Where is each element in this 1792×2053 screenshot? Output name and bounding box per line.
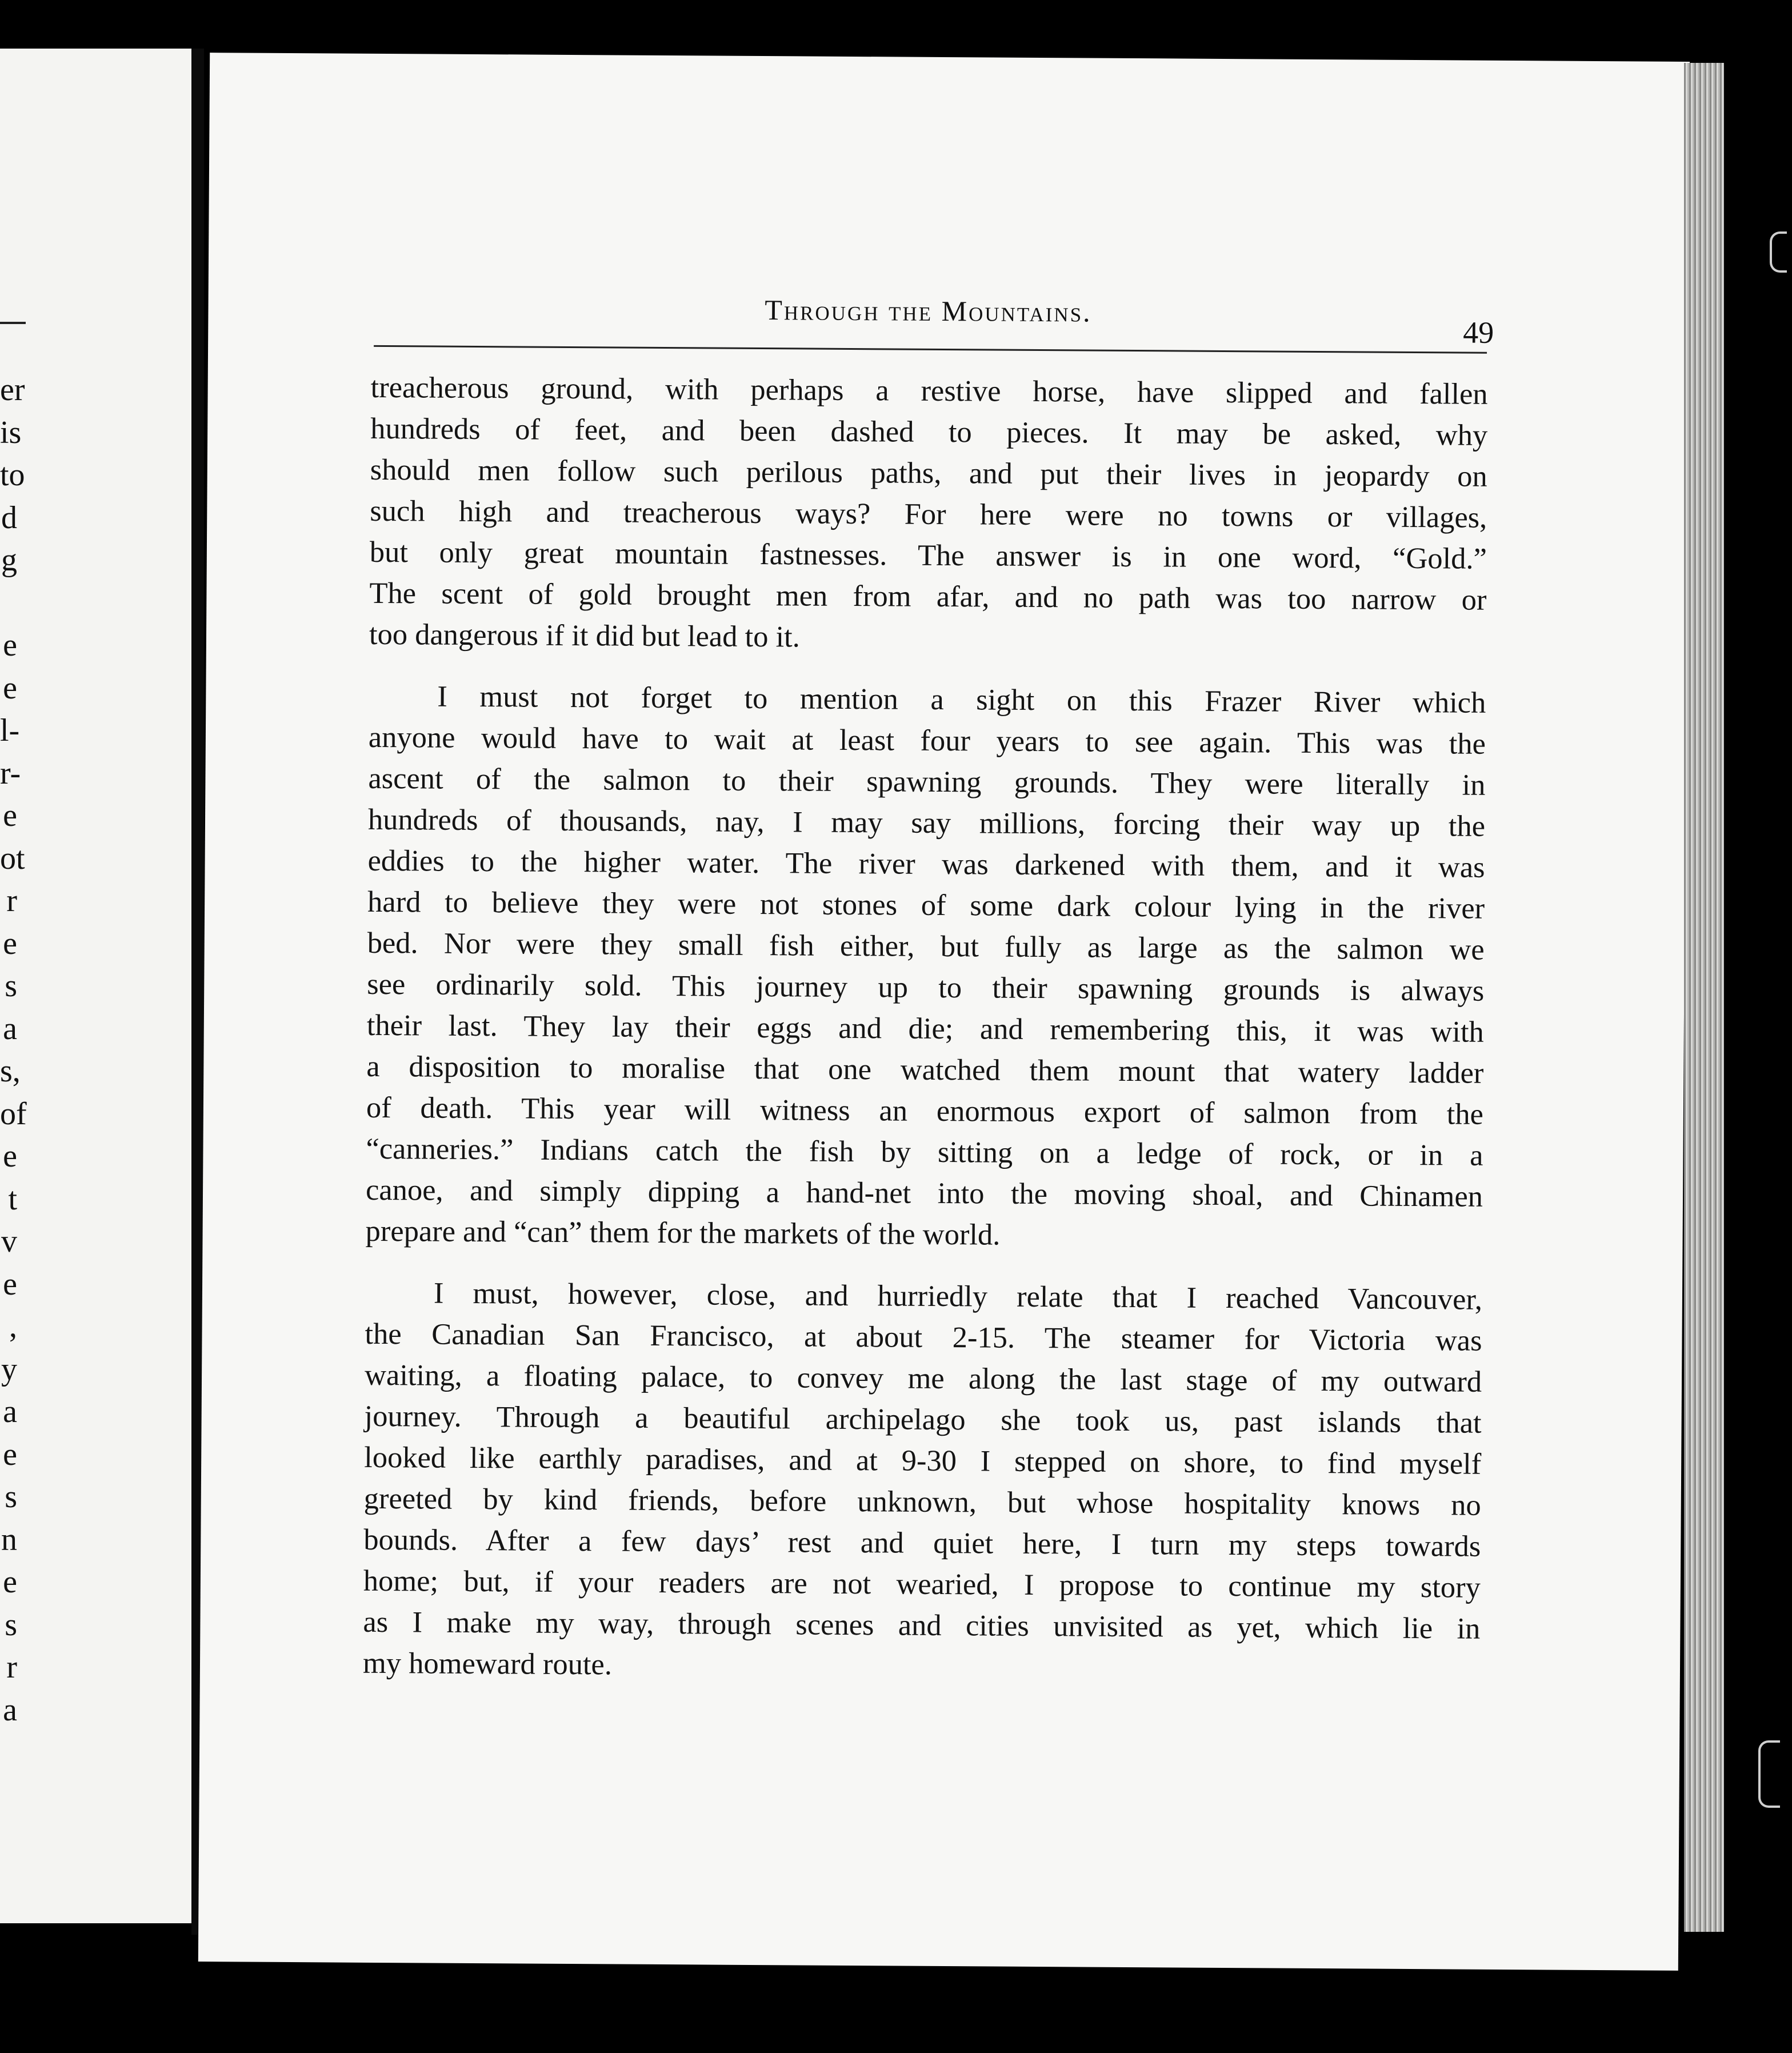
left-fragment: r xyxy=(6,1649,17,1685)
text-line: bed. Nor were they small fish either, but fully as large as the salmon we xyxy=(367,926,1485,966)
left-fragment: g xyxy=(1,542,17,578)
page-edges xyxy=(1684,63,1724,1932)
running-head: Through the Mountains. xyxy=(765,294,1092,328)
left-fragment: e xyxy=(3,1436,17,1472)
left-page-text-fragments xyxy=(0,369,27,1731)
left-fragment: r- xyxy=(0,755,21,791)
text-line: home; but, if your readers are not wearied, I propose to continue my story xyxy=(363,1564,1481,1604)
text-line: waiting, a floating palace, to convey me along the last stage of my outward xyxy=(364,1358,1482,1399)
left-fragment: r xyxy=(6,883,17,918)
text-line: the Canadian San Francisco, at about 2-15. The steamer for Victoria was xyxy=(365,1317,1482,1357)
text-line: The scent of gold brought men from afar, and no path was too narrow or xyxy=(369,576,1487,617)
paragraph xyxy=(363,1272,1482,1691)
text-line: anyone would have to wait at least four years to see again. This was the xyxy=(368,720,1486,761)
paragraph xyxy=(369,367,1488,662)
text-line: greeted by kind friends, before unknown, but whose hospitality knows no xyxy=(363,1481,1481,1522)
left-fragment: a xyxy=(3,1394,17,1429)
left-fragment: e xyxy=(3,670,17,706)
text-line: as I make my way, through scenes and cities unvisited as yet, which lie in xyxy=(363,1605,1481,1645)
text-line: such high and treacherous ways? For here were no towns or villages, xyxy=(370,494,1487,534)
text-line: hundreds of feet, and been dashed to pieces. It may be asked, why xyxy=(370,412,1488,452)
text-line: their last. They lay their eggs and die; and remembering this, it was with xyxy=(366,1008,1484,1049)
text-line: “canneries.” Indians catch the fish by sitting on a ledge of rock, or in a xyxy=(366,1132,1483,1172)
left-fragment: e xyxy=(3,1564,17,1600)
text-line: should men follow such perilous paths, and put their lives in jeopardy on xyxy=(370,453,1487,493)
scan-artifact-mark xyxy=(1770,231,1787,273)
left-fragment: s xyxy=(5,968,17,1004)
body-text xyxy=(363,367,1488,1691)
left-fragment: e xyxy=(3,925,17,961)
left-fragment: v xyxy=(1,1224,17,1259)
text-line: prepare and “can” them for the markets of the world. xyxy=(365,1214,1001,1252)
text-line: treacherous ground, with perhaps a restive horse, have slipped and fallen xyxy=(370,370,1488,411)
text-line: canoe, and simply dipping a hand-net into the moving shoal, and Chinamen xyxy=(365,1173,1483,1213)
left-fragment: l- xyxy=(0,713,20,748)
text-line: bounds. After a few days’ rest and quiet here, I turn my steps towards xyxy=(363,1523,1481,1563)
left-fragment: e xyxy=(3,1139,17,1174)
left-fragment: to xyxy=(0,457,25,493)
left-fragment: er xyxy=(0,372,25,408)
left-fragment: is xyxy=(0,414,22,450)
page-number: 49 xyxy=(1463,315,1494,350)
text-line: ascent of the salmon to their spawning grounds. They were literally in xyxy=(368,761,1486,802)
text-line: looked like earthly paradises, and at 9-30 I stepped on shore, to find myself xyxy=(364,1440,1482,1481)
left-fragment: e xyxy=(3,1266,17,1302)
scan-artifact-mark xyxy=(1758,1740,1780,1808)
left-fragment: of xyxy=(0,1096,27,1132)
left-fragment: d xyxy=(1,500,17,536)
text-line: a disposition to moralise that one watched them mount that watery ladder xyxy=(366,1049,1484,1090)
text-line: my homeward route. xyxy=(362,1646,613,1681)
text-line: of death. This year will witness an enormous export of salmon from the xyxy=(366,1091,1484,1131)
left-fragment: ot xyxy=(0,840,25,876)
text-line: hard to believe they were not stones of some dark colour lying in the river xyxy=(367,885,1485,925)
left-fragment: y xyxy=(1,1351,17,1387)
text-line: I must not forget to mention a sight on this Frazer River which xyxy=(437,680,1486,720)
text-line: too dangerous if it did but lead to it. xyxy=(369,617,801,654)
left-facing-page xyxy=(0,49,191,1923)
text-line: but only great mountain fastnesses. The answer is in one word, “Gold.” xyxy=(369,535,1487,576)
left-page-rule xyxy=(0,322,26,324)
left-fragment: e xyxy=(3,628,17,663)
left-fragment: t xyxy=(8,1181,17,1217)
page-header xyxy=(374,291,1494,350)
scan-background xyxy=(1724,0,1792,2053)
left-fragment: n xyxy=(1,1521,17,1557)
left-fragment: a xyxy=(3,1010,17,1047)
left-fragment: s xyxy=(5,1607,17,1643)
text-line: I must, however, close, and hurriedly relate that I reached Vancouver, xyxy=(433,1276,1483,1316)
left-fragment: e xyxy=(3,798,17,833)
left-fragment: s, xyxy=(0,1053,21,1089)
left-fragment: a xyxy=(3,1692,17,1728)
left-fragment xyxy=(0,582,17,625)
left-fragment: s xyxy=(5,1479,17,1515)
text-line: journey. Through a beautiful archipelago she took us, past islands that xyxy=(364,1399,1482,1440)
text-line: see ordinarily sold. This journey up to their spawning grounds is always xyxy=(367,967,1485,1008)
text-line: eddies to the higher water. The river was darkened with them, and it was xyxy=(367,844,1485,884)
text-line: hundreds of thousands, nay, I may say millions, forcing their way up the xyxy=(367,802,1486,843)
paragraph xyxy=(365,676,1486,1259)
left-fragment: , xyxy=(9,1309,17,1344)
right-page xyxy=(198,53,1690,1971)
